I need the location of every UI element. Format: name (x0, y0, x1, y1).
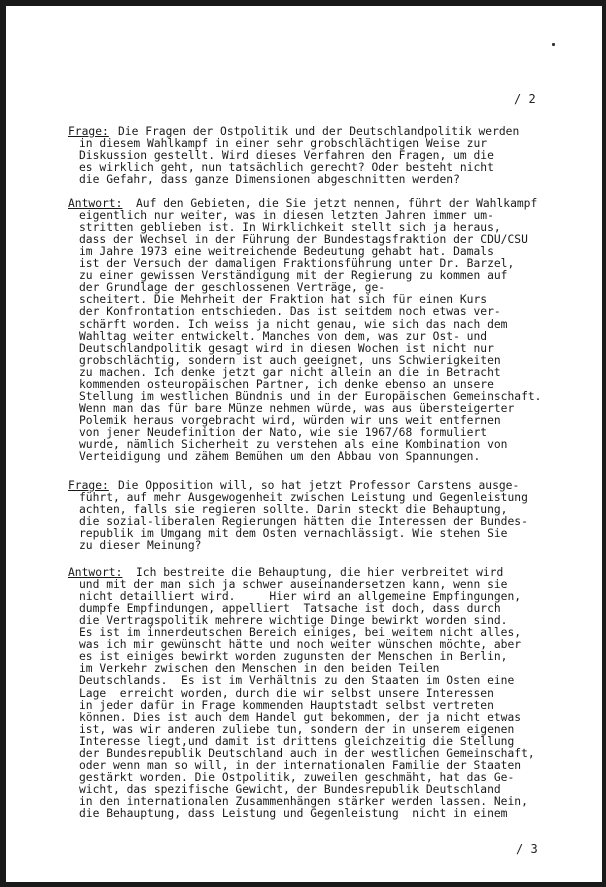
text-line: im Jahre 1973 eine weitreichende Bedeutung gehabt hat. Damals (79, 245, 494, 259)
text-line: eigentlich nur weiter, was in diesen letzten Jahren immer um- (79, 209, 494, 223)
text-line: zu machen. Ich denke jetzt gar nicht allein an die in Betracht (79, 365, 501, 379)
text-line: nicht detailliert wird. Hier wird an allgemeine Empfingungen, (79, 590, 522, 604)
text-line: Ich bestreite die Behauptung, die hier verbreitet wird (136, 566, 504, 579)
text-line: stritten geblieben ist. In Wirklichkeit stellt sich ja heraus, (79, 221, 501, 235)
text-line: schärft worden. Ich weiss ja nicht genau, wie sich das nach dem (79, 317, 508, 331)
text-line: wicht, das spezifische Gewicht, der Bundesrepublik Deutschland (79, 782, 501, 796)
scan-speck (552, 43, 555, 46)
text-line: in den internationalen Zusammenhängen stärker werden lassen. Nein, (79, 794, 528, 808)
text-line: dumpfe Empfindungen, appelliert Tatsache ist doch, dass durch (79, 602, 501, 616)
text-line: Polemik heraus vorgebracht wird, würden wir uns weit entfernen (79, 413, 501, 427)
text-line: Die Opposition will, so hat jetzt Professor Carstens ausge- (118, 479, 520, 492)
text-line: zu einer gewissen Verständigung mit der Regierung zu kommen auf (79, 269, 508, 283)
answer-label: Antwort: (68, 197, 123, 210)
text-line: Deutschlandpolitik gesagt wird in diesen Wochen ist nicht nur (79, 341, 494, 355)
text-line: zu dieser Meinung? (79, 539, 202, 553)
text-line: die sozial-liberalen Regierungen hätten die Interessen der Bundes- (79, 515, 528, 529)
text-line: Wahltag weiter entwickelt. Manches von dem, was zur Ost- und (79, 329, 488, 343)
text-line: Deutschlands. Es ist im Verhältnis zu den Staaten im Osten eine (79, 674, 515, 688)
text-line: dass der Wechsel in der Führung der Bundestagsfraktion der CDU/CSU (79, 233, 528, 247)
text-line: Verteidigung und zähem Bemühen um den Abbau von Spannungen. (79, 450, 481, 464)
text-line: Lage erreicht worden, durch die wir selbst unsere Interessen (79, 686, 494, 700)
text-line: oder wenn man so will, in der internationalen Familie der Staaten (79, 758, 522, 772)
text-line: grobschlächtig, sondern ist auch geeignet, uns Schwierigkeiten (79, 353, 501, 367)
text-line: ist der Versuch der damaligen Fraktionsführung unter Dr. Barzel, (79, 257, 515, 271)
text-line: Auf den Gebieten, die Sie jetzt nennen, führt der Wahlkampf (136, 197, 538, 210)
text-line: ist, was wir anderen zuliebe tun, sondern der in unserem eigenen (79, 722, 515, 736)
text-line: in diesem Wahlkampf in einer sehr grobschlächtigen Weise zur (79, 137, 488, 151)
text-line: der Bundesrepublik Deutschland auch in der westlichen Gemeinschaft, (79, 746, 535, 760)
text-line: Diskussion gestellt. Wird dieses Verfahren den Fragen, um die (79, 149, 494, 163)
text-line: führt, auf mehr Ausgewogenheit zwischen Leistung und Gegenleistung (79, 491, 528, 505)
text-line: können. Dies ist auch dem Handel gut bekommen, der ja nicht etwas (79, 710, 522, 724)
question-label: Frage: (68, 125, 109, 138)
text-line: Wenn man das für bare Münze nehmen würde, was aus übersteigerter (79, 401, 515, 415)
text-line: die Vertragspolitik mehrere wichtige Dinge bewirkt worden sind. (79, 614, 508, 628)
text-line: Die Fragen der Ostpolitik und der Deutschlandpolitik werden (118, 125, 520, 138)
text-line: was ich mir gewünscht hätte und noch weiter wünschen möchte, aber (79, 638, 522, 652)
text-line: die Gefahr, dass ganze Dimensionen abgeschnitten werden? (79, 173, 460, 187)
text-line: achten, falls sie regieren sollte. Darin steckt die Behauptung, (79, 503, 508, 517)
text-line: scheitert. Die Mehrheit der Fraktion hat sich für einen Kurs (79, 293, 488, 307)
text-line: gestärkt worden. Die Ostpolitik, zuweilen geschmäht, hat das Ge- (79, 770, 515, 784)
question-label: Frage: (68, 479, 109, 492)
text-line: der Konfrontation entschieden. Das ist seitdem noch etwas ver- (79, 305, 501, 319)
page-number-top: / 2 (514, 92, 536, 106)
text-line: Stellung im westlichen Bündnis und in der Europäischen Gemeinschaft. (79, 389, 542, 403)
text-line: von jener Neudefinition der Nato, wie sie 1967/68 formuliert (79, 425, 488, 439)
text-line: republik im Umgang mit dem Osten vernachlässigt. Wie stehen Sie (79, 527, 508, 541)
text-line: und mit der man sich ja schwer auseinandersetzen kann, wenn sie (79, 578, 508, 592)
text-line: im Verkehr zwischen den Menschen in den beiden Teilen (79, 662, 440, 676)
answer-label: Antwort: (68, 566, 123, 579)
text-line: die Behauptung, dass Leistung und Gegenleistung nicht in einem (79, 807, 508, 820)
text-line: der Grundlage der geschlossenen Verträge, ge- (79, 281, 386, 295)
text-line: es wirklich geht, nun tatsächlich gerecht? Oder besteht nicht (79, 161, 494, 175)
page-number-bottom: / 3 (516, 842, 538, 856)
text-line: Es ist im innerdeutschen Bereich einiges, bei weitem nicht alles, (79, 626, 522, 640)
text-line: in jeder dafür in Frage kommenden Hauptstadt selbst vertreten (79, 698, 494, 712)
text-line: kommenden osteuropäischen Partner, ich denke ebenso an unsere (79, 377, 494, 391)
text-line: wurde, nämlich Sicherheit zu verstehen als eine Kombination von (79, 438, 508, 451)
text-line: Interesse liegt,und damit ist drittens gleichzeitig die Stellung (79, 734, 515, 748)
text-line: es ist einiges bewirkt worden zugunsten der Menschen in Berlin, (79, 650, 508, 664)
